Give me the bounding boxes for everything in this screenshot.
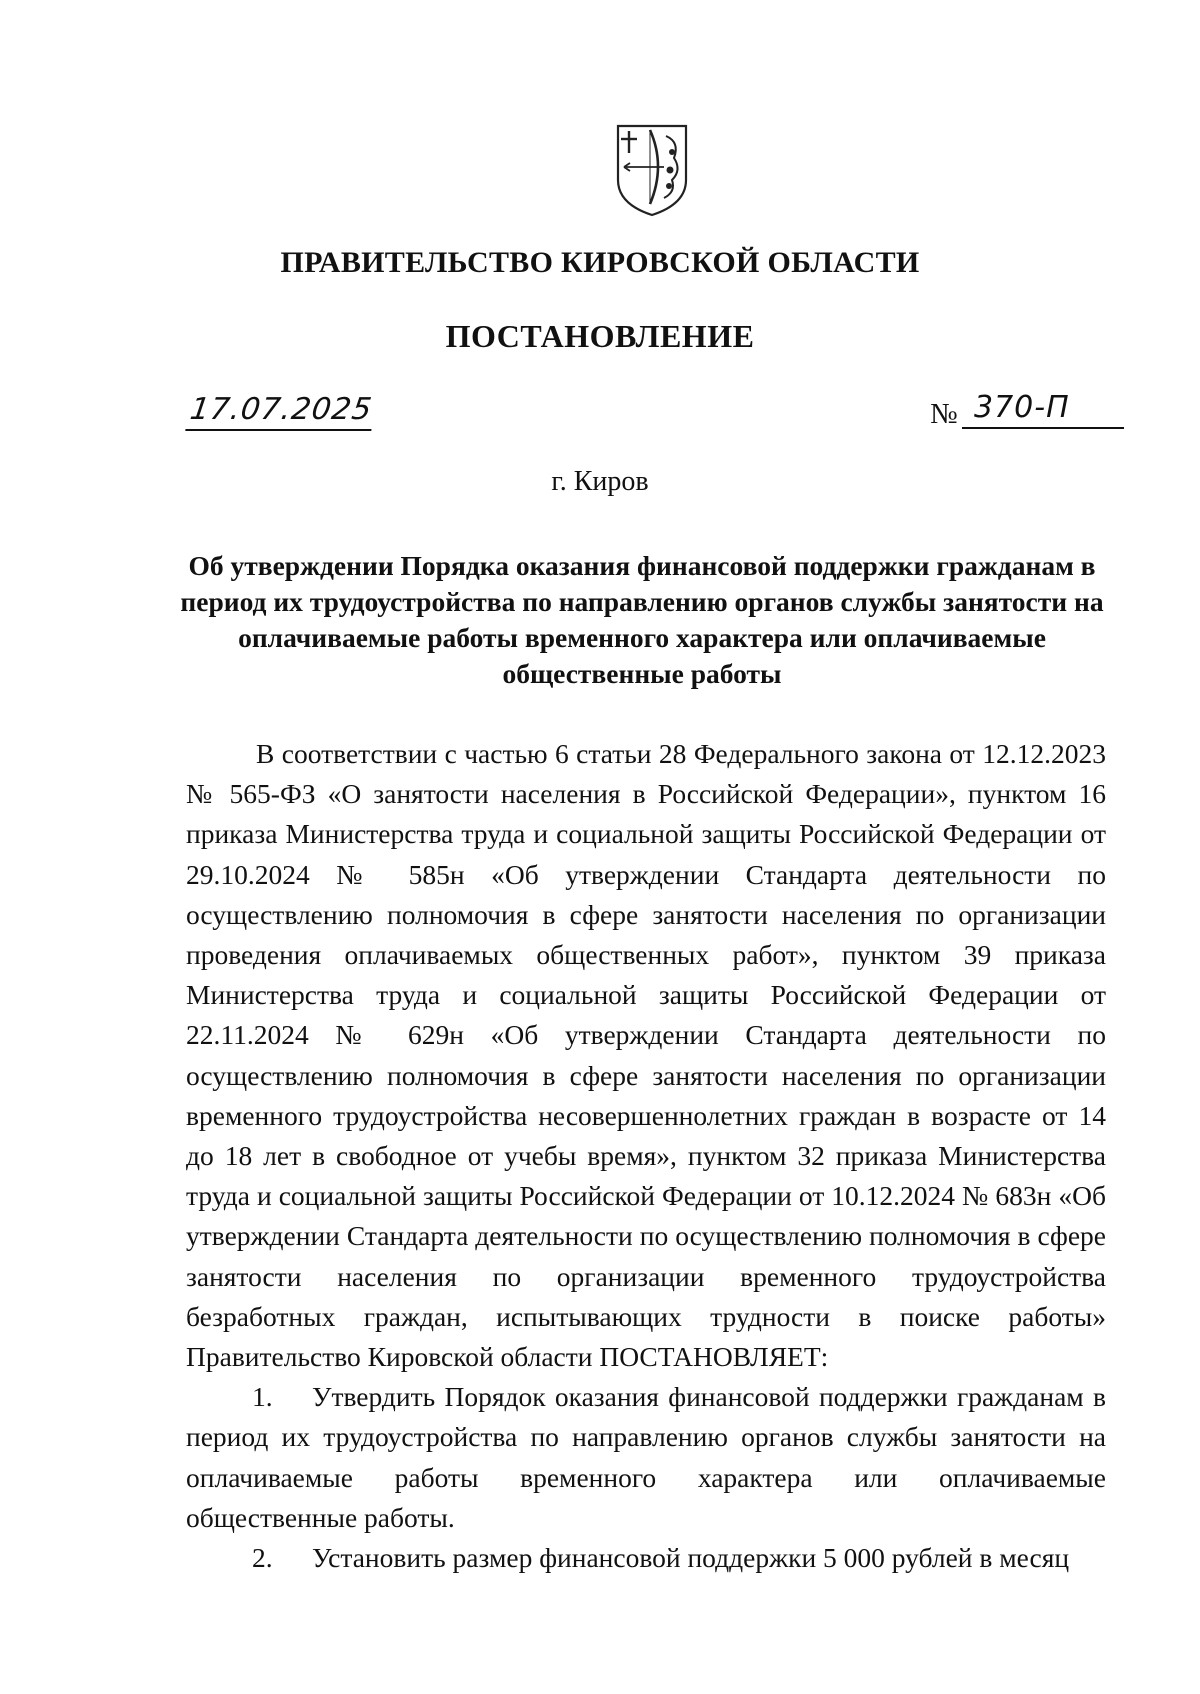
list-item-number: 1. — [252, 1381, 273, 1413]
government-name: ПРАВИТЕЛЬСТВО КИРОВСКОЙ ОБЛАСТИ — [280, 246, 920, 279]
document-number: 370-П — [962, 390, 1124, 429]
list-item-number: 2. — [252, 1542, 273, 1574]
list-item — [186, 1377, 1106, 1538]
document-title: Об утверждении Порядка оказания финансовой поддержки гражданам в период их трудоустройства по направлению органов службы занятости на оплачиваемые работы временного характера или оплачиваемые общественные работы — [180, 550, 1104, 689]
kirov-region-coat-of-arms-icon — [612, 122, 692, 218]
document-body — [186, 734, 1106, 1578]
list-item-text: Утвердить Порядок оказания финансовой поддержки гражданам в период их трудоустройства по направлению органов службы занятости на оплачиваемые работы временного характера или оплачиваемые общественные работы. — [186, 1381, 1106, 1533]
document-date: 17.07.2025 — [185, 392, 376, 431]
list-item-text: Установить размер финансовой поддержки 5 000 рублей в месяц — [312, 1542, 1070, 1574]
list-item — [186, 1538, 1106, 1578]
document-type: ПОСТАНОВЛЕНИЕ — [445, 318, 755, 354]
city: г. Киров — [551, 466, 649, 497]
preamble-paragraph: В соответствии с частью 6 статьи 28 Федерального закона от 12.12.2023 № 565-ФЗ «О занятости населения в Российской Федерации», пунктом 16 приказа Министерства труда и социальной защиты Российской Федерации от 29.10.2024 № 585н «Об утверждении Стандарта деятельности по осуществлению полномочия в сфере занятости населения по организации проведения оплачиваемых общественных работ», пунктом 39 приказа Министерства труда и социальной защиты Российской Федерации от 22.11.2024 № 629н «Об утверждении Стандарта деятельности по осуществлению полномочия в сфере занятости населения по организации временного трудоустройства несовершеннолетних граждан в возрасте от 14 до 18 лет в свободное от учебы время», пунктом 32 приказа Министерства труда и социальной защиты Российской Федерации от 10.12.2024 № 683н «Об утверждении Стандарта деятельности по осуществлению полномочия в сфере занятости населения по организации временного трудоустройства безработных граждан, испытывающих трудности в поиске работы» Правительство Кировской области ПОСТАНОВЛЯЕТ: — [186, 738, 1106, 1373]
number-label: № — [930, 398, 958, 430]
